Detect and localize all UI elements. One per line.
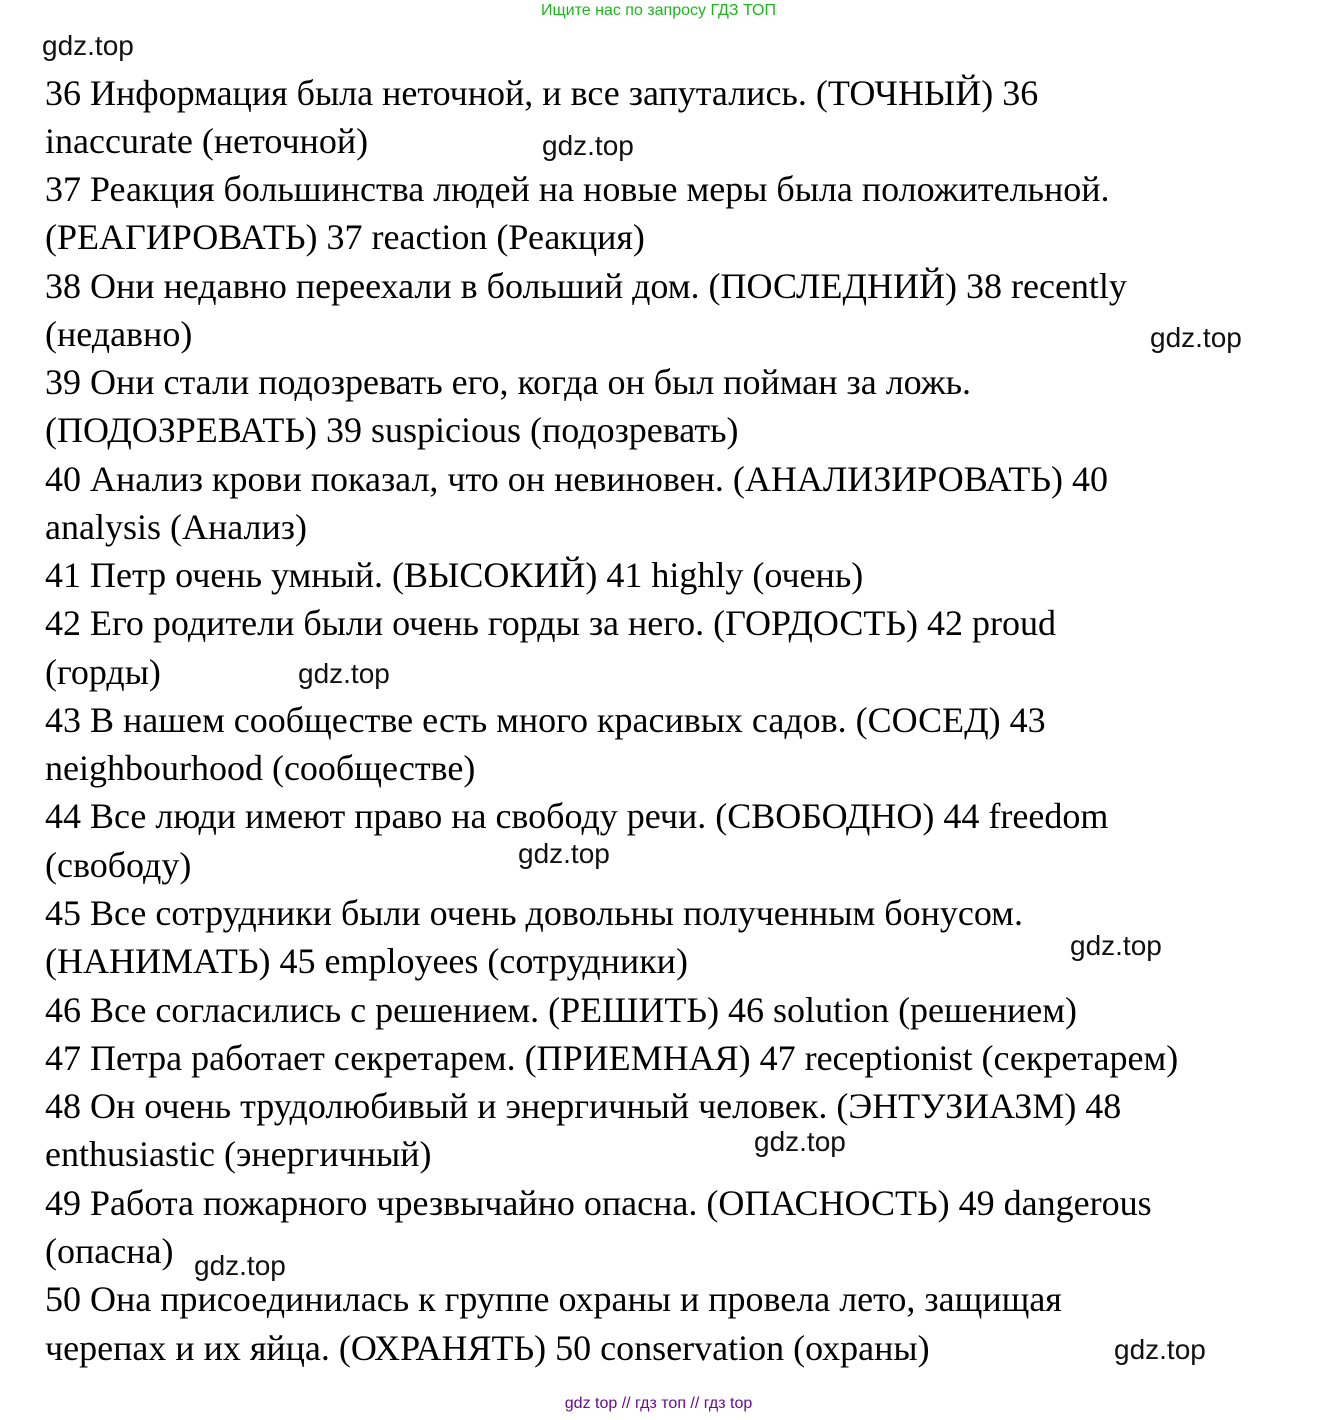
document-line: enthusiastic (энергичный) (45, 1134, 432, 1174)
document-line: 45 Все сотрудники были очень довольны полученным бонусом. (45, 893, 1023, 933)
watermark: gdz.top (518, 838, 610, 869)
document-line: 47 Петра работает секретарем. (ПРИЕМНАЯ) 47 receptionist (секретарем) (45, 1038, 1179, 1078)
document-line: 48 Он очень трудолюбивый и энергичный человек. (ЭНТУЗИАЗМ) 48 (45, 1086, 1122, 1126)
bottom-banner: gdz top // гдз топ // гдз top (564, 1395, 753, 1412)
document-line: 36 Информация была неточной, и все запутались. (ТОЧНЫЙ) 36 (45, 73, 1039, 113)
document-line: (горды) (45, 652, 161, 692)
watermark: gdz.top (1114, 1334, 1206, 1365)
watermark: gdz.top (194, 1250, 286, 1281)
document-line: 44 Все люди имеют право на свободу речи. (СВОБОДНО) 44 freedom (45, 796, 1109, 836)
document-line: (РЕАГИРОВАТЬ) 37 reaction (Реакция) (45, 217, 645, 257)
document-line: inaccurate (неточной) (45, 121, 369, 161)
document-line: 41 Петр очень умный. (ВЫСОКИЙ) 41 highly (очень) (45, 555, 864, 595)
watermark: gdz.top (542, 130, 634, 161)
document-line: 43 В нашем сообществе есть много красивых садов. (СОСЕД) 43 (45, 700, 1046, 740)
document-line: (опасна) (45, 1231, 174, 1271)
document-line: 46 Все согласились с решением. (РЕШИТЬ) 46 solution (решением) (45, 990, 1078, 1030)
document-line: 42 Его родители были очень горды за него. (ГОРДОСТЬ) 42 proud (45, 603, 1056, 643)
document-line: (свободу) (45, 845, 192, 885)
document-line: 50 Она присоединилась к группе охраны и провела лето, защищая (45, 1279, 1062, 1319)
watermark: gdz.top (42, 30, 134, 61)
document-line: (недавно) (45, 314, 193, 354)
document-line: 39 Они стали подозревать его, когда он был пойман за ложь. (45, 362, 972, 402)
document-line: 49 Работа пожарного чрезвычайно опасна. (ОПАСНОСТЬ) 49 dangerous (45, 1183, 1152, 1223)
document-line: neighbourhood (сообществе) (45, 748, 476, 788)
document-line: (НАНИМАТЬ) 45 employees (сотрудники) (45, 941, 688, 981)
watermark: gdz.top (754, 1126, 846, 1157)
document-line: черепах и их яйца. (ОХРАНЯТЬ) 50 conservation (охраны) (45, 1328, 930, 1368)
top-banner: Ищите нас по запросу ГДЗ ТОП (541, 2, 776, 19)
document-line: 37 Реакция большинства людей на новые меры была положительной. (45, 169, 1110, 209)
watermark: gdz.top (298, 658, 390, 689)
watermark: gdz.top (1070, 930, 1162, 961)
document-line: (ПОДОЗРЕВАТЬ) 39 suspicious (подозревать) (45, 410, 739, 450)
document-line: 38 Они недавно переехали в больший дом. (ПОСЛЕДНИЙ) 38 recently (45, 266, 1127, 306)
document-line: 40 Анализ крови показал, что он невиновен. (АНАЛИЗИРОВАТЬ) 40 (45, 459, 1108, 499)
watermark: gdz.top (1150, 322, 1242, 353)
document-line: analysis (Анализ) (45, 507, 307, 547)
